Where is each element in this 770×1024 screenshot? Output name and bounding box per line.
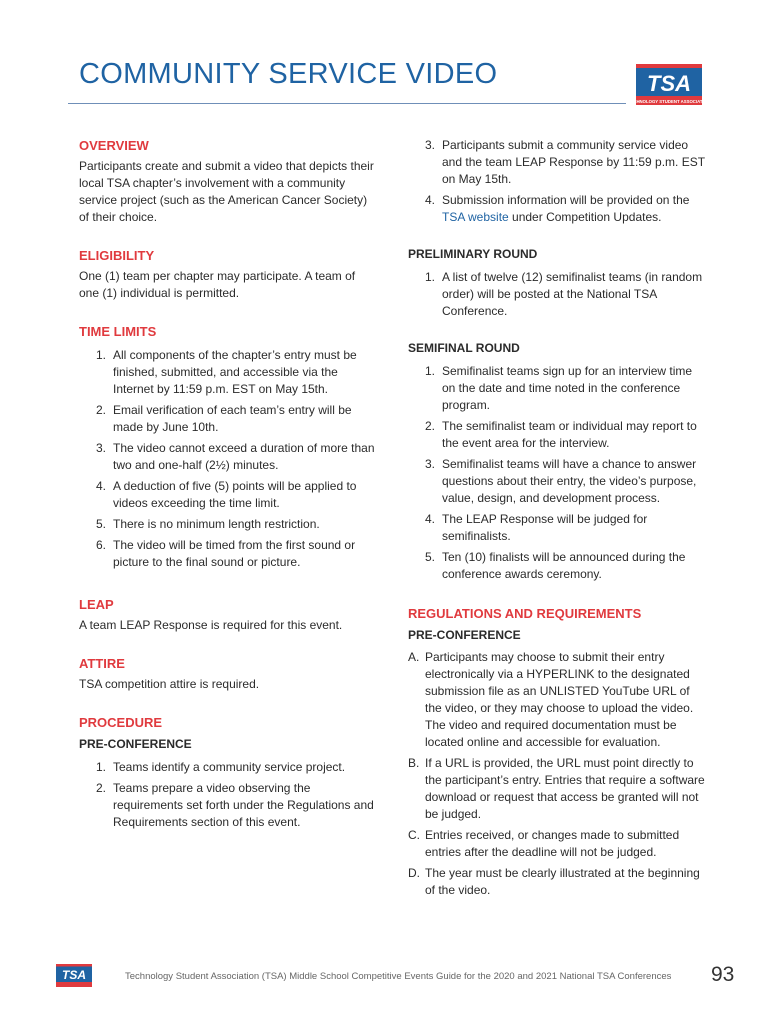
footer-text: Technology Student Association (TSA) Middle School Competitive Events Guide for the 2020 and 2021 National TSA Conferences [125, 971, 672, 982]
list-letter: B. [408, 756, 420, 770]
list-text: The video will be timed from the first sound or picture to the final sound or picture. [113, 538, 356, 569]
list-number: 2. [96, 781, 107, 795]
list-text: The year must be clearly illustrated at the beginning of the video. [425, 866, 700, 897]
list-item [79, 347, 375, 398]
list-item [79, 440, 375, 474]
page-title: COMMUNITY SERVICE VIDEO [79, 58, 498, 90]
time-limits-list [79, 347, 375, 571]
overview-heading: OVERVIEW [79, 138, 149, 153]
list-letter: A. [408, 650, 420, 664]
list-text: There is no minimum length restriction. [113, 517, 320, 531]
list-item [408, 269, 708, 320]
list-item [408, 827, 708, 861]
list-text: Participants may choose to submit their entry electronically via a HYPERLINK to the designated submission file as an UNLISTED YouTube URL of the video, or they may choose to upload the video. The video and required documentation must be located online and accessible for evaluation. [425, 650, 694, 749]
list-text: under Competition Updates. [508, 210, 662, 224]
eligibility-heading: ELIGIBILITY [79, 248, 155, 263]
list-text: Ten (10) finalists will be announced during the conference awards ceremony. [442, 550, 686, 581]
list-text: The LEAP Response will be judged for semifinalists. [442, 512, 648, 543]
regulations-subheading: PRE-CONFERENCE [408, 628, 521, 642]
list-number: 5. [425, 550, 436, 564]
leap-text: A team LEAP Response is required for this event. [79, 618, 343, 632]
list-item [408, 418, 708, 452]
list-text: Semifinalist teams sign up for an interview time on the date and time noted in the conference program. [442, 364, 693, 412]
leap-section [79, 596, 375, 634]
procedure-continued-list [408, 137, 708, 226]
procedure-heading: PROCEDURE [79, 715, 163, 730]
logo-text: TSA [647, 71, 691, 96]
list-number: 6. [96, 538, 107, 552]
attire-section [79, 655, 375, 693]
list-number: 1. [425, 270, 436, 284]
list-letter: D. [408, 866, 420, 880]
list-number: 2. [425, 419, 436, 433]
footer-tsa-logo [56, 964, 92, 988]
overview-text: Participants create and submit a video that depicts their local TSA chapter’s involvement with a community service project (such as the American Cancer Society) of their choice. [79, 159, 374, 224]
leap-heading: LEAP [79, 597, 114, 612]
regulations-section [408, 605, 708, 899]
list-item [79, 516, 375, 533]
time-limits-heading: TIME LIMITS [79, 324, 157, 339]
footer-logo-text: TSA [62, 968, 86, 982]
preliminary-round-list [408, 269, 708, 320]
list-item [79, 402, 375, 436]
preliminary-round-section [408, 246, 708, 320]
list-number: 4. [425, 512, 436, 526]
semifinal-round-section [408, 340, 708, 583]
list-text: Teams prepare a video observing the requirements set forth under the Regulations and Requirements section of this event. [113, 781, 374, 829]
list-item [79, 478, 375, 512]
procedure-list [79, 759, 375, 831]
list-text: Participants submit a community service video and the team LEAP Response by 11:59 p.m. EST on May 15th. [442, 138, 705, 186]
tsa-website-link[interactable]: TSA website [442, 210, 509, 224]
logo-subtext: TECHNOLOGY STUDENT ASSOCIATION [627, 99, 711, 104]
list-number: 1. [96, 348, 107, 362]
list-text: Submission information will be provided on the [442, 193, 690, 207]
eligibility-text: One (1) team per chapter may participate. A team of one (1) individual is permitted. [79, 269, 356, 300]
list-item [408, 456, 708, 507]
procedure-section [79, 714, 375, 831]
procedure-subheading: PRE-CONFERENCE [79, 737, 192, 751]
list-item [79, 759, 375, 776]
list-text: The semifinalist team or individual may report to the event area for the interview. [442, 419, 697, 450]
list-item [408, 755, 708, 823]
list-number: 1. [96, 760, 107, 774]
list-number: 3. [96, 441, 107, 455]
tsa-logo [627, 64, 711, 106]
list-text: If a URL is provided, the URL must point directly to the participant’s entry. Entries that require a software download or request that access be granted will not be judged. [425, 756, 705, 821]
semifinal-round-heading: SEMIFINAL ROUND [408, 341, 520, 355]
left-column [79, 137, 375, 835]
list-number: 1. [425, 364, 436, 378]
list-text: A list of twelve (12) semifinalist teams (in random order) will be posted at the National TSA Conference. [442, 270, 703, 318]
semifinal-round-list [408, 363, 708, 583]
list-number: 5. [96, 517, 107, 531]
list-item [408, 363, 708, 414]
list-text: Teams identify a community service project. [113, 760, 346, 774]
list-item [408, 549, 708, 583]
list-item [408, 511, 708, 545]
regulations-heading: REGULATIONS AND REQUIREMENTS [408, 606, 642, 621]
list-text: Entries received, or changes made to submitted entries after the deadline will not be judged. [425, 828, 680, 859]
list-item [79, 537, 375, 571]
time-limits-section [79, 323, 375, 571]
list-text: The video cannot exceed a duration of more than two and one-half (2½) minutes. [113, 441, 375, 472]
list-number: 2. [96, 403, 107, 417]
preliminary-round-heading: PRELIMINARY ROUND [408, 247, 538, 261]
right-column [408, 137, 708, 903]
list-item [408, 192, 708, 226]
list-number: 4. [425, 193, 436, 207]
list-text: All components of the chapter’s entry must be finished, submitted, and accessible via the Internet by 11:59 p.m. EST on May 15th. [113, 348, 357, 396]
list-item [79, 780, 375, 831]
list-number: 4. [96, 479, 107, 493]
list-item [408, 649, 708, 751]
list-item [408, 137, 708, 188]
list-text: A deduction of five (5) points will be applied to videos exceeding the time limit. [113, 479, 357, 510]
list-text: Email verification of each team’s entry will be made by June 10th. [113, 403, 352, 434]
overview-section [79, 137, 375, 226]
page-number: 93 [711, 963, 735, 986]
attire-heading: ATTIRE [79, 656, 125, 671]
list-letter: C. [408, 828, 420, 842]
list-number: 3. [425, 457, 436, 471]
title-divider [68, 103, 626, 104]
attire-text: TSA competition attire is required. [79, 677, 260, 691]
list-text: Semifinalist teams will have a chance to answer questions about their entry, the video’s purpose, value, design, and development process. [442, 457, 697, 505]
list-number: 3. [425, 138, 436, 152]
list-item [408, 865, 708, 899]
regulations-list [408, 649, 708, 899]
eligibility-section [79, 247, 375, 302]
